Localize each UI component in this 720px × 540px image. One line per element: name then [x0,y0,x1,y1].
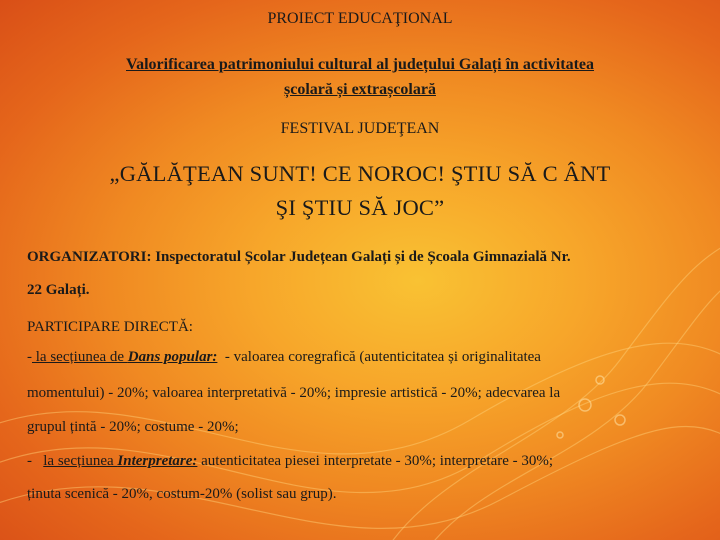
project-subtitle [0,52,720,102]
project-subtitle-line-1: Valorificarea patrimoniului cultural al județului Galați în activitatea [126,56,594,73]
project-subtitle-line-2: școlară și extrașcolară [284,81,436,98]
interpretare-section-line [27,453,695,470]
dans-dash: - [27,349,32,365]
event-name-line-1: „GĂLĂŢEAN SUNT! CE NOROC! ŞTIU SĂ C ÂNT [109,161,611,186]
interpretare-dash: - [27,453,32,469]
organizers-line-2: 22 Galați. [27,282,90,298]
festival-heading: FESTIVAL JUDEŢEAN [280,120,440,137]
interpretare-criteria-a: autenticitatea piesei interpretate - 30%; interpretare - 30%; [197,453,554,469]
event-name [0,157,720,225]
participation-heading: PARTICIPARE DIRECTĂ: [27,319,193,335]
dans-criteria-line-2: momentului) - 20%; valoarea interpretativă - 20%; impresie artistică - 20%; adecvarea la [27,385,561,401]
dans-prefix: la secțiunea de [32,349,128,365]
dans-criteria-line-3: grupul țintă - 20%; costume - 20%; [27,419,239,435]
dans-section-line [27,349,695,366]
interpretare-criteria-line-2: ținuta scenică - 20%, costum-20% (solist sau grup). [27,486,337,502]
interpretare-prefix: la secțiunea [43,453,118,469]
dans-category: Dans popular: [127,349,218,365]
organizers-line-1 [27,249,695,266]
event-name-line-2: ŞI ŞTIU SĂ JOC” [275,195,445,220]
page-title: PROIECT EDUCAŢIONAL [267,10,453,27]
organizers-text-1: ORGANIZATORI: Inspectoratul Școlar Județean Galați și de Școala Gimnazială Nr. [27,249,571,265]
dans-criteria-a: - valoarea coregrafică (autenticitatea și originalitatea [224,349,541,365]
interpretare-category: Interpretare: [117,453,198,469]
